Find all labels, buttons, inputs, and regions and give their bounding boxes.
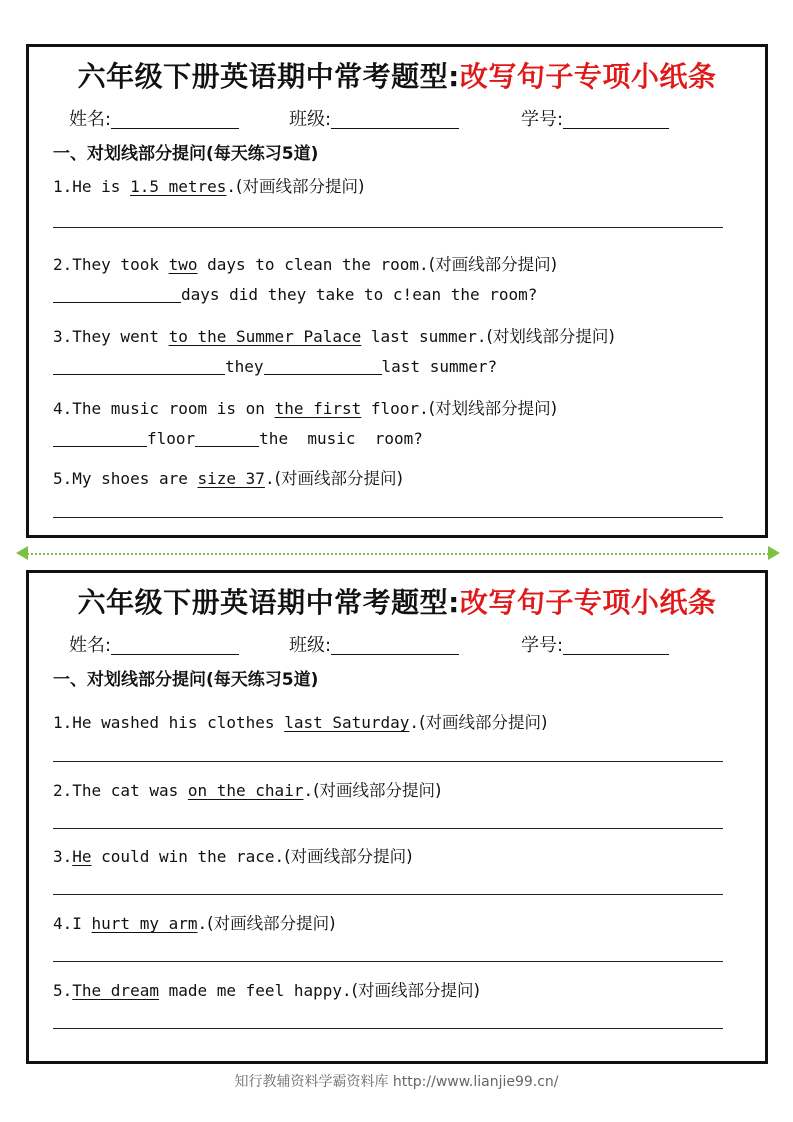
number-field[interactable] — [521, 105, 669, 131]
answer-fill-2: days did they take to c!ean the room? — [53, 285, 537, 304]
underlined-part: two — [168, 255, 198, 274]
question-1: 1.He is 1.5 metres.(对画线部分提问) — [53, 177, 365, 196]
name-field[interactable] — [69, 105, 239, 131]
number-blank[interactable] — [563, 110, 669, 129]
answer-blank[interactable] — [53, 286, 181, 303]
title-main: 六年级下册英语期中常考题型: — [77, 60, 460, 93]
cut-line-divider — [24, 553, 772, 557]
arrow-right-icon — [768, 546, 780, 560]
answer-line[interactable] — [53, 1028, 723, 1029]
question-4: 4.The music room is on the first floor.(对划线部分提问) — [53, 399, 558, 418]
number-label: 学号: — [521, 109, 564, 130]
underlined-part: on the chair — [187, 781, 304, 800]
answer-line[interactable] — [53, 761, 723, 762]
underlined-part: the first — [274, 399, 362, 418]
question-4: 4.I hurt my arm.(对画线部分提问) — [53, 914, 336, 933]
number-field[interactable] — [521, 631, 669, 657]
question-5: 5.My shoes are size 37.(对画线部分提问) — [53, 469, 403, 488]
question-2: 2.The cat was on the chair.(对画线部分提问) — [53, 781, 442, 800]
question-3: 3.He could win the race.(对画线部分提问) — [53, 847, 413, 866]
answer-line[interactable] — [53, 894, 723, 895]
question-5: 5.The dream made me feel happy.(对画线部分提问) — [53, 981, 480, 1000]
class-blank[interactable] — [331, 636, 459, 655]
title-highlight: 改写句子专项小纸条 — [459, 586, 717, 619]
name-blank[interactable] — [111, 110, 239, 129]
class-field[interactable] — [289, 631, 459, 657]
card-title — [29, 55, 765, 95]
question-1: 1.He washed his clothes last Saturday.(对画线部分提问) — [53, 713, 548, 732]
underlined-part: size 37 — [197, 469, 265, 488]
class-field[interactable] — [289, 105, 459, 131]
underlined-part: to the Summer Palace — [168, 327, 362, 346]
answer-line[interactable] — [53, 828, 723, 829]
class-blank[interactable] — [331, 110, 459, 129]
answer-blank[interactable] — [53, 430, 147, 447]
answer-fill-4: floor the music room? — [53, 429, 423, 448]
card-title — [29, 581, 765, 621]
underlined-part: last Saturday — [284, 713, 410, 732]
worksheet-card-1 — [26, 44, 768, 538]
class-label: 班级: — [289, 109, 332, 130]
underlined-part: hurt my arm — [91, 914, 198, 933]
answer-blank[interactable] — [195, 430, 259, 447]
worksheet-card-2 — [26, 570, 768, 1064]
question-2: 2.They took two days to clean the room.(对画线部分提问) — [53, 255, 558, 274]
class-label: 班级: — [289, 635, 332, 656]
title-main: 六年级下册英语期中常考题型: — [77, 586, 460, 619]
section-heading: 一、对划线部分提问(每天练习5道) — [53, 670, 319, 690]
answer-line[interactable] — [53, 227, 723, 228]
answer-line[interactable] — [53, 961, 723, 962]
underlined-part: 1.5 metres — [130, 177, 227, 196]
title-highlight: 改写句子专项小纸条 — [459, 60, 717, 93]
number-blank[interactable] — [563, 636, 669, 655]
section-heading: 一、对划线部分提问(每天练习5道) — [53, 144, 319, 164]
answer-line[interactable] — [53, 517, 723, 518]
number-label: 学号: — [521, 635, 564, 656]
answer-blank[interactable] — [53, 358, 225, 375]
underlined-part: The dream — [72, 981, 159, 1000]
name-label: 姓名: — [69, 635, 112, 656]
answer-blank[interactable] — [264, 358, 382, 375]
footer-source: 知行教辅资料学霸资料库 http://www.lianjie99.cn/ — [234, 1074, 559, 1090]
name-label: 姓名: — [69, 109, 112, 130]
name-field[interactable] — [69, 631, 239, 657]
name-blank[interactable] — [111, 636, 239, 655]
underlined-part: He — [72, 847, 92, 866]
answer-fill-3: they last summer? — [53, 357, 497, 376]
question-3: 3.They went to the Summer Palace last summer.(对划线部分提问) — [53, 327, 615, 346]
